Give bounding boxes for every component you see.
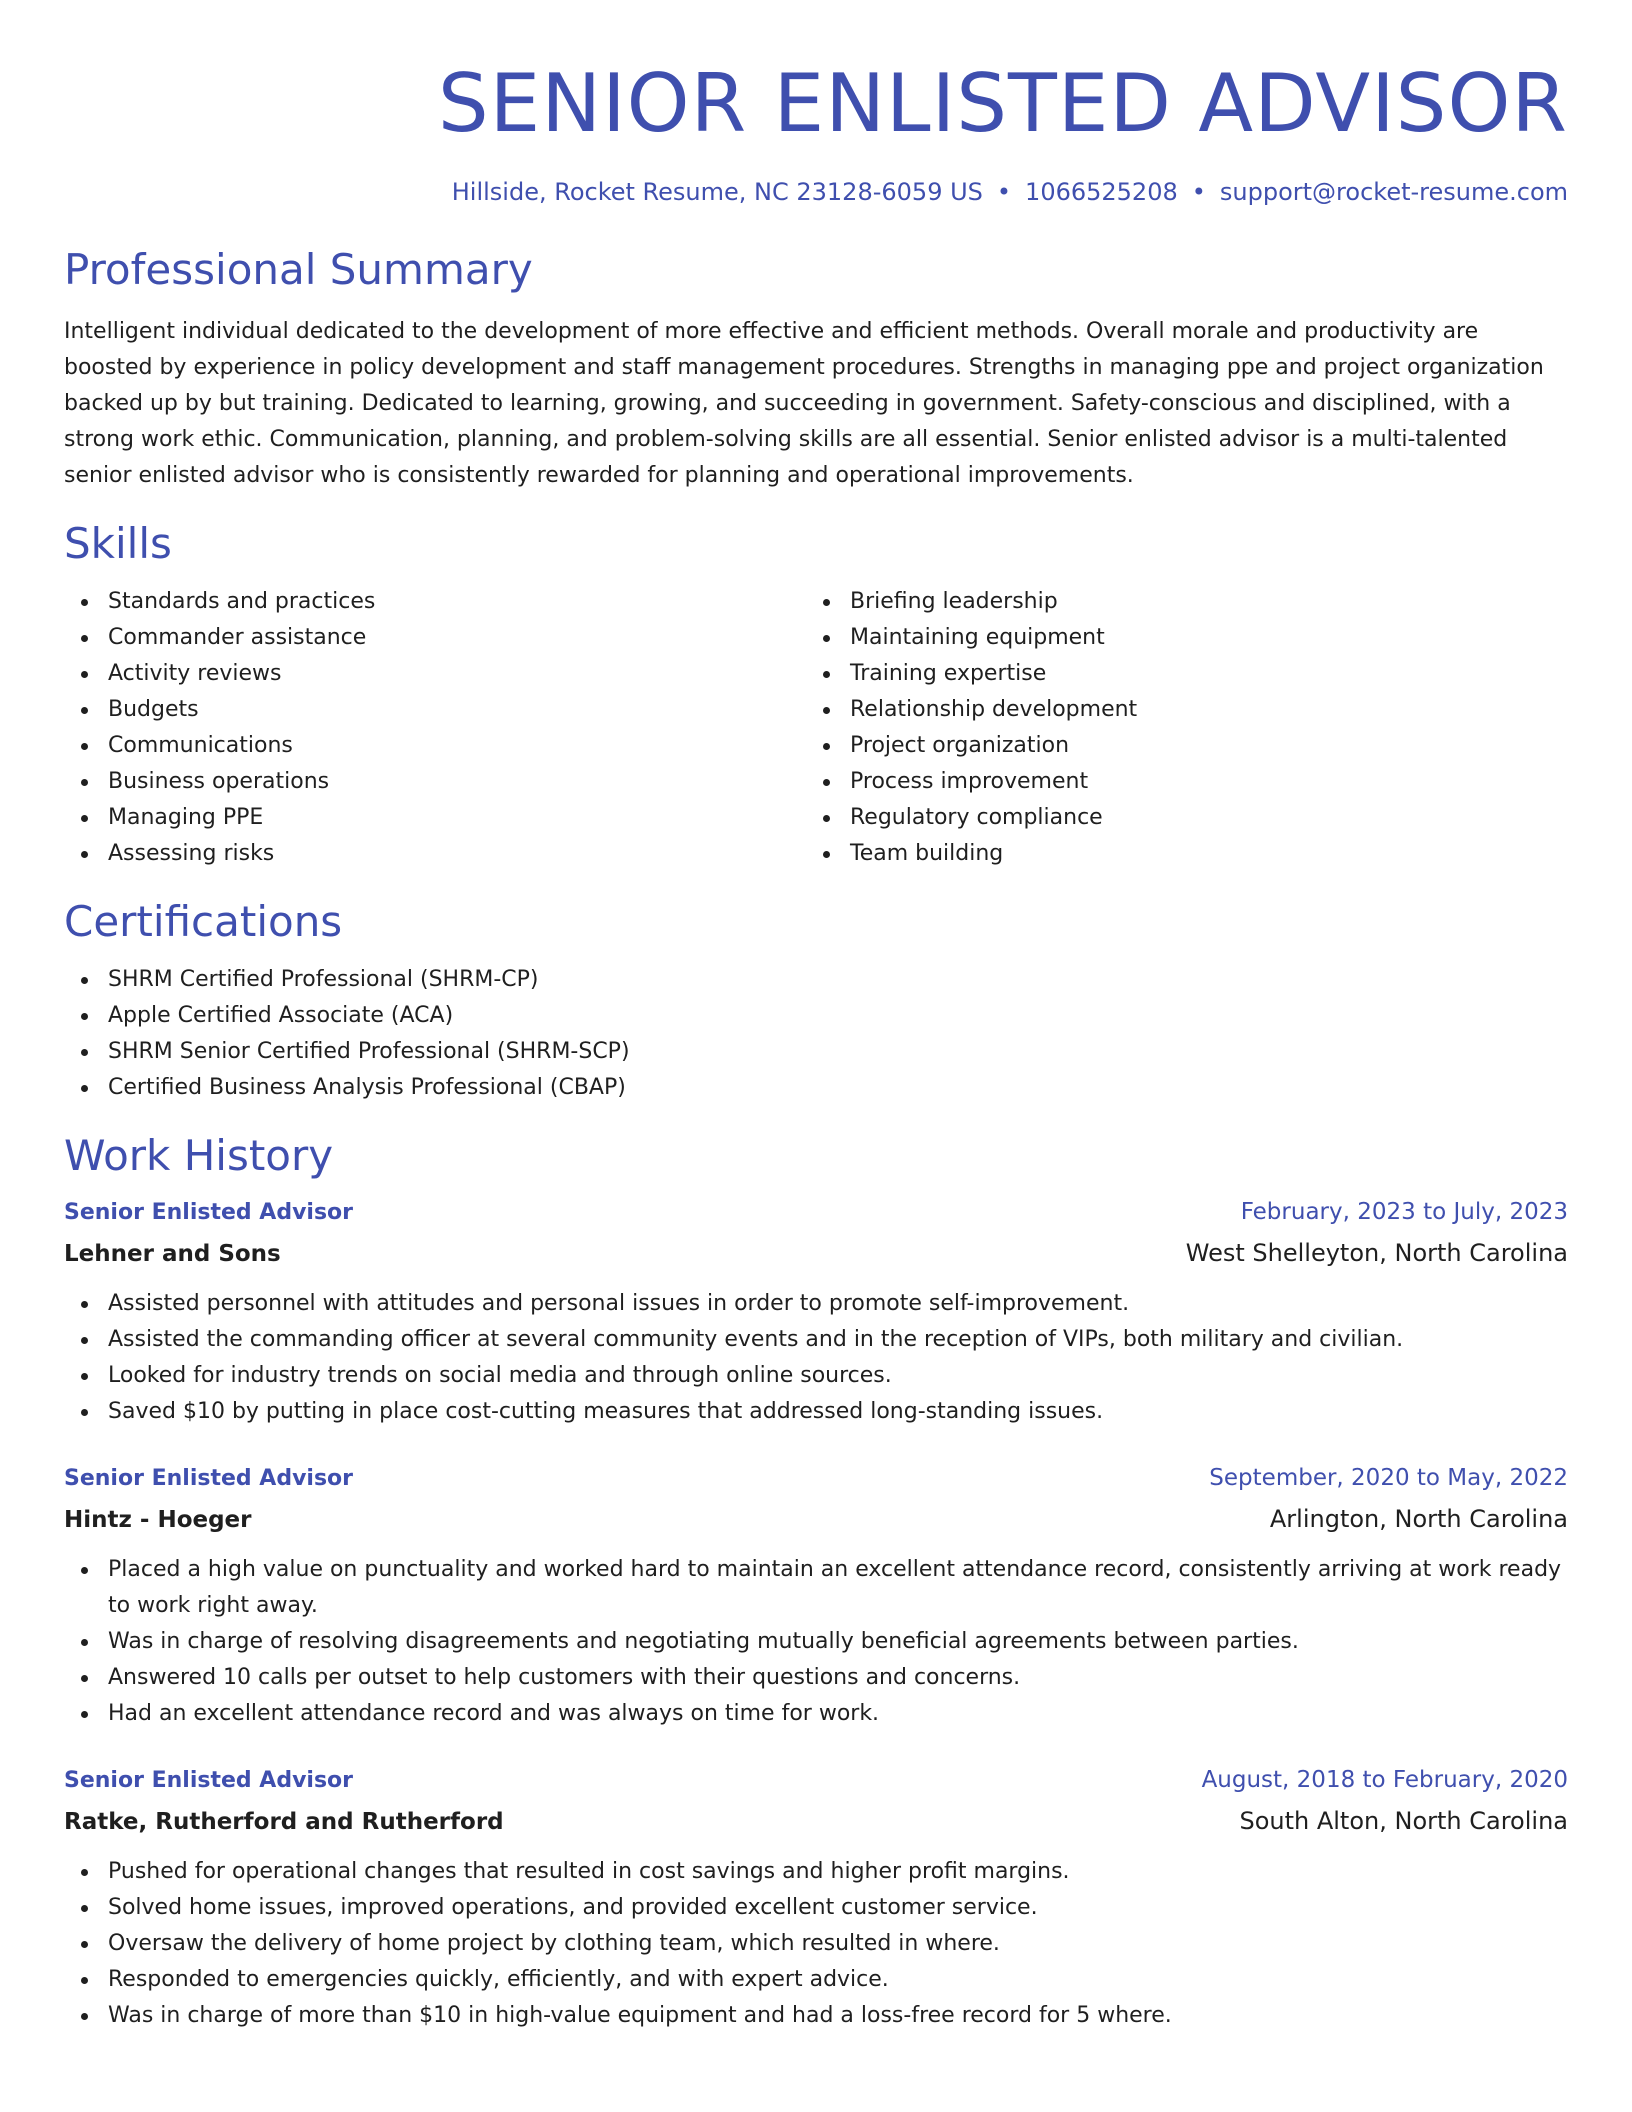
skills-grid — [64, 584, 1568, 872]
job-location: South Alton, North Carolina — [1239, 1807, 1568, 1835]
skills-section — [64, 518, 1568, 872]
contact-phone: 1066525208 — [1025, 178, 1178, 206]
skill-item: Assessing risks — [64, 836, 806, 872]
job-bullet: Looked for industry trends on social media and through online sources. — [64, 1358, 1568, 1394]
skill-item: Briefing leadership — [806, 584, 1548, 620]
skill-item: Budgets — [64, 692, 806, 728]
job-title: Senior Enlisted Advisor — [64, 1768, 354, 1793]
job-dates: September, 2020 to May, 2022 — [1209, 1465, 1568, 1491]
skill-item: Regulatory compliance — [806, 800, 1548, 836]
skill-item: Commander assistance — [64, 620, 806, 656]
job-title-row — [64, 1760, 1568, 1801]
skill-item: Activity reviews — [64, 656, 806, 692]
skill-item: Training expertise — [806, 656, 1548, 692]
job-bullet: Solved home issues, improved operations, and provided excellent customer service. — [64, 1890, 1568, 1926]
job-bullets — [64, 1552, 1568, 1732]
contact-email[interactable]: support@rocket-resume.com — [1219, 178, 1568, 206]
certification-item: SHRM Certified Professional (SHRM-CP) — [64, 962, 1568, 998]
job-dates: February, 2023 to July, 2023 — [1240, 1199, 1568, 1225]
job-location: West Shelleyton, North Carolina — [1185, 1239, 1568, 1267]
skill-item: Business operations — [64, 764, 806, 800]
job-bullet: Placed a high value on punctuality and worked hard to maintain an excellent attendance record, consistently arriving at work ready to work right away. — [64, 1552, 1568, 1624]
contact-separator: • — [1191, 178, 1206, 206]
certification-item: SHRM Senior Certified Professional (SHRM-SCP) — [64, 1034, 1568, 1070]
skill-item: Maintaining equipment — [806, 620, 1548, 656]
job-title-row — [64, 1458, 1568, 1499]
summary-text: Intelligent individual dedicated to the development of more effective and efficient methods. Overall morale and productivity are boosted by experience in policy development and staff management procedures. Strengths in managing ppe and project organization backed up by but training. Dedicated to learning, growing, and succeeding in government. Safety-conscious and disciplined, with a strong work ethic. Communication, planning, and problem-solving skills are all essential. Senior enlisted advisor is a multi-talented senior enlisted advisor who is consistently rewarded for planning and operational improvements. — [64, 319, 1544, 488]
certification-item: Apple Certified Associate (ACA) — [64, 998, 1568, 1034]
job-bullet: Assisted the commanding officer at several community events and in the reception of VIPs, both military and civilian. — [64, 1322, 1568, 1358]
work-history-section — [64, 1130, 1568, 2034]
job-company-row — [64, 1233, 1568, 1274]
job-bullet: Saved $10 by putting in place cost-cutting measures that addressed long-standing issues. — [64, 1394, 1568, 1430]
job-title-row — [64, 1192, 1568, 1233]
skill-item: Process improvement — [806, 764, 1548, 800]
certification-item: Certified Business Analysis Professional (CBAP) — [64, 1070, 1568, 1106]
job-bullet: Oversaw the delivery of home project by clothing team, which resulted in where. — [64, 1926, 1568, 1962]
job-bullets — [64, 1854, 1568, 2034]
skill-item: Team building — [806, 836, 1548, 872]
summary-heading: Professional Summary — [64, 245, 533, 294]
job-company: Ratke, Rutherford and Rutherford — [64, 1809, 504, 1835]
job-bullet: Pushed for operational changes that resulted in cost savings and higher profit margins. — [64, 1854, 1568, 1890]
job-company-row — [64, 1801, 1568, 1842]
job-bullet: Was in charge of more than $10 in high-value equipment and had a loss-free record for 5 where. — [64, 1998, 1568, 2034]
job-bullets — [64, 1286, 1568, 1430]
certifications-list — [64, 962, 1568, 1106]
job-bullet: Had an excellent attendance record and was always on time for work. — [64, 1696, 1568, 1732]
skills-heading: Skills — [64, 519, 172, 568]
work-history-heading: Work History — [64, 1131, 334, 1180]
skills-list-right — [806, 584, 1548, 872]
certifications-heading: Certifications — [64, 897, 343, 946]
contact-address: Hillside, Rocket Resume, NC 23128-6059 US — [451, 178, 983, 206]
contact-line — [64, 176, 1568, 208]
skill-item: Project organization — [806, 728, 1548, 764]
skill-item: Relationship development — [806, 692, 1548, 728]
job-bullet: Responded to emergencies quickly, efficiently, and with expert advice. — [64, 1962, 1568, 1998]
skill-item: Communications — [64, 728, 806, 764]
job-title: Senior Enlisted Advisor — [64, 1466, 354, 1491]
job-location: Arlington, North Carolina — [1269, 1505, 1568, 1533]
job-company: Lehner and Sons — [64, 1241, 281, 1267]
job-dates: August, 2018 to February, 2020 — [1201, 1767, 1568, 1793]
skills-list-left — [64, 584, 806, 872]
job-company-row — [64, 1499, 1568, 1540]
job-bullet: Was in charge of resolving disagreements and negotiating mutually beneficial agreements between parties. — [64, 1624, 1568, 1660]
job-entry — [64, 1458, 1568, 1732]
certifications-section — [64, 896, 1568, 1106]
job-bullet: Assisted personnel with attitudes and personal issues in order to promote self-improvement. — [64, 1286, 1568, 1322]
job-entry — [64, 1192, 1568, 1430]
job-entry — [64, 1760, 1568, 2034]
resume-name: SENIOR ENLISTED ADVISOR — [437, 57, 1568, 150]
contact-separator: • — [996, 178, 1012, 206]
summary-section — [64, 244, 1568, 494]
skill-item: Standards and practices — [64, 584, 806, 620]
job-company: Hintz - Hoeger — [64, 1507, 252, 1533]
job-bullet: Answered 10 calls per outset to help customers with their questions and concerns. — [64, 1660, 1568, 1696]
skill-item: Managing PPE — [64, 800, 806, 836]
job-title: Senior Enlisted Advisor — [64, 1200, 354, 1225]
